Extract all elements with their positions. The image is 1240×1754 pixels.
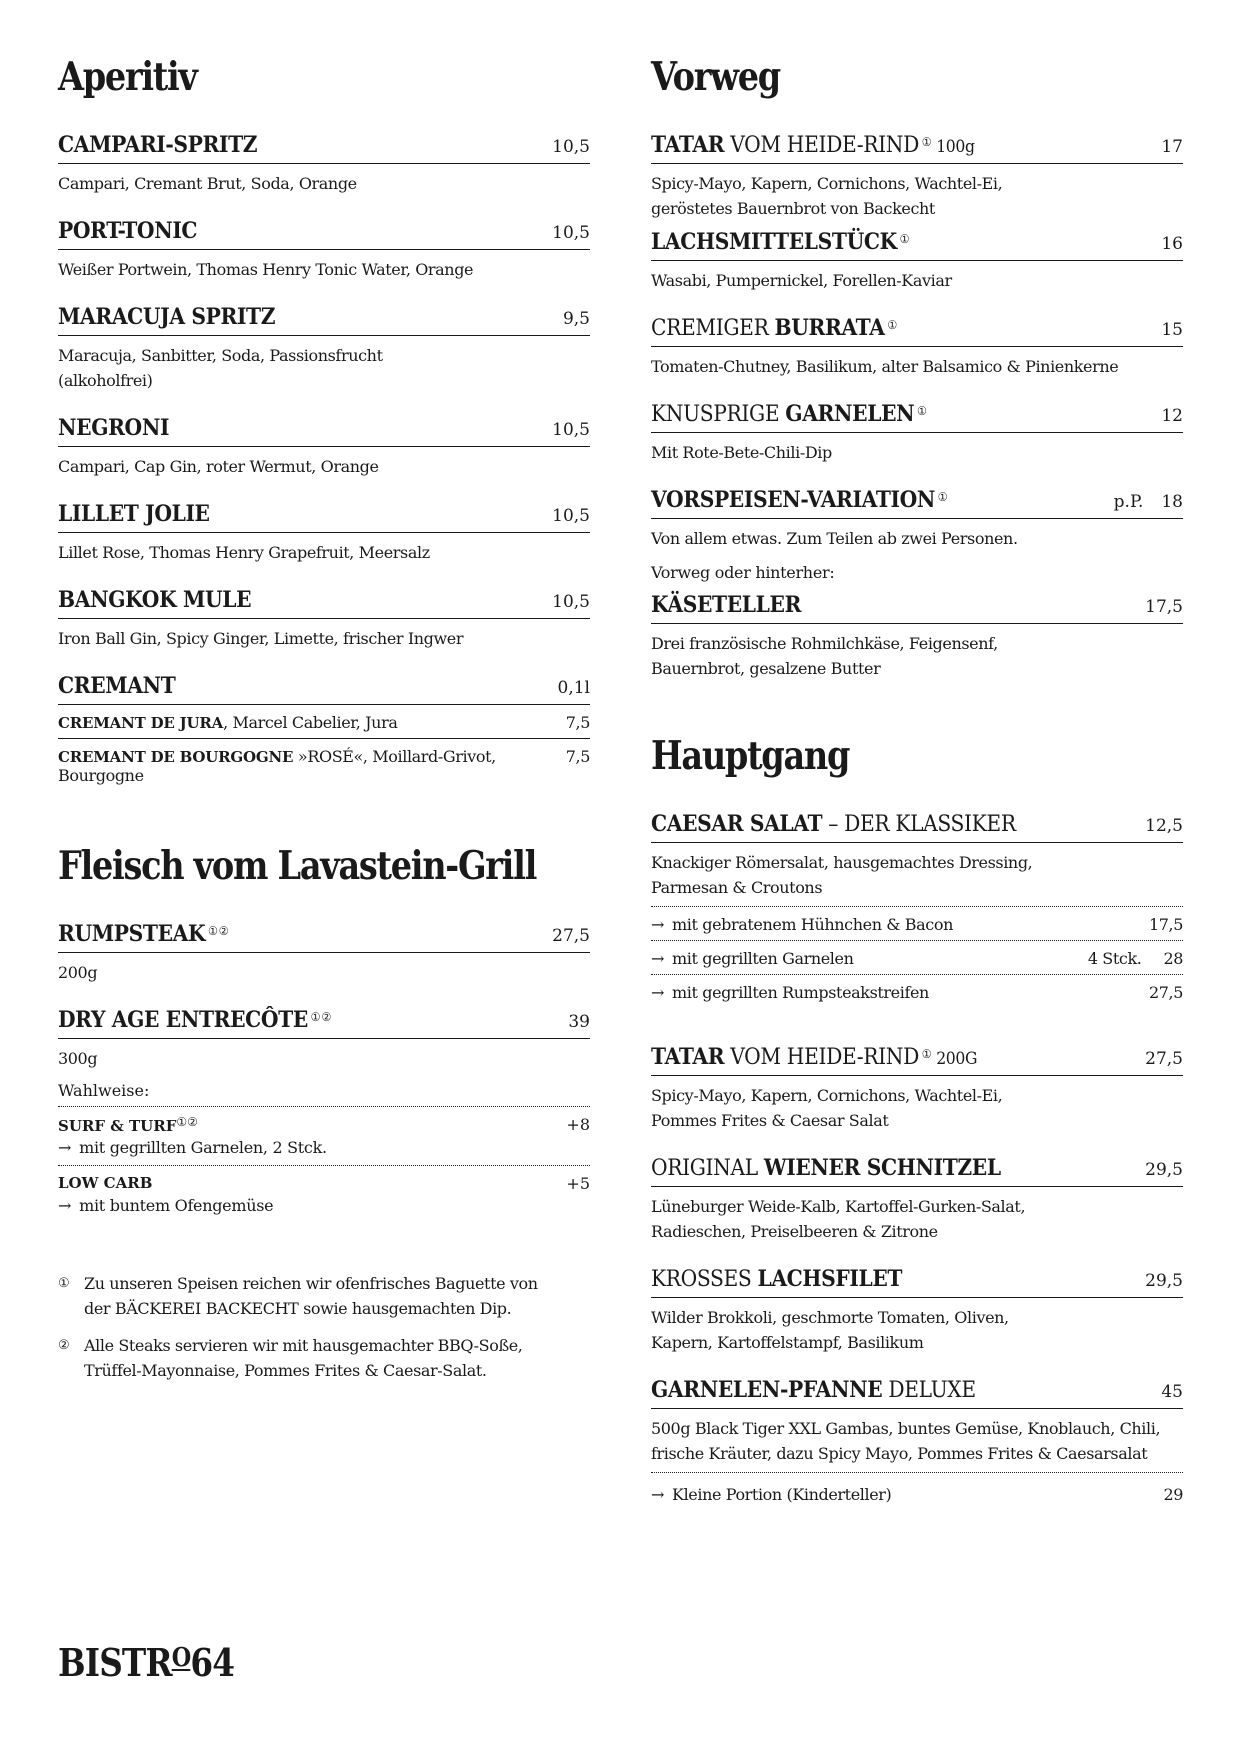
arrow-right-icon: →	[651, 949, 665, 968]
item-name: PORT-TONIC	[58, 218, 198, 244]
item-description: Lillet Rose, Thomas Henry Grapefruit, Meersalz	[58, 543, 430, 562]
item-description: 500g Black Tiger XXL Gambas, buntes Gemüse, Knoblauch, Chili, frische Kräuter, dazu Spicy Mayo, Pommes Frites & Caesarsalat	[651, 1419, 1161, 1463]
arrow-right-icon: →	[651, 1485, 665, 1504]
menu-item: KROSSES LACHSFILET 29,5 Wilder Brokkoli, geschmorte Tomaten, Oliven, Kapern, Kartoffelstampf, Basilikum	[651, 1266, 1183, 1355]
footnotes	[58, 1271, 590, 1383]
menu-item: LACHSMITTELSTÜCK ① 16 Wasabi, Pumpernickel, Forellen-Kaviar	[651, 229, 1183, 293]
per-person-label: p.P.	[1113, 492, 1144, 512]
footnote: ② Alle Steaks servieren wir mit hausgemachter BBQ-Soße, Trüffel-Mayonnaise, Pommes Frites & Caesar-Salat.	[58, 1336, 523, 1380]
menu-item: TATAR VOM HEIDE-RIND ① 200G 27,5 Spicy-Mayo, Kapern, Cornichons, Wachtel-Ei, Pommes Frites & Caesar Salat	[651, 1044, 1183, 1133]
menu-item: CREMIGER BURRATA ① 15 Tomaten-Chutney, Basilikum, alter Balsamico & Pinienkerne	[651, 315, 1183, 379]
menu-item	[58, 587, 590, 651]
item-name: MARACUJA SPRITZ	[58, 304, 276, 330]
choice-label: Wahlweise:	[58, 1081, 590, 1107]
item-description: Spicy-Mayo, Kapern, Cornichons, Wachtel-Ei, geröstetes Bauernbrot von Backecht	[651, 174, 1003, 218]
arrow-right-icon: →	[58, 1138, 72, 1157]
menu-item: GARNELEN-PFANNE DELUXE 45 500g Black Tiger XXL Gambas, buntes Gemüse, Knoblauch, Chili, frische Kräuter, dazu Spicy Mayo, Pommes Frites & Caesarsalat → Kleine Portion (Kinderteller) 29	[651, 1377, 1183, 1510]
section-title-grill: Fleisch vom Lavastein-Grill	[58, 843, 537, 889]
menu-item: KÄSETELLER 17,5 Drei französische Rohmilchkäse, Feigensenf, Bauernbrot, gesalzene Butter	[651, 592, 1183, 681]
arrow-right-icon: →	[58, 1196, 72, 1215]
kids-portion: → Kleine Portion (Kinderteller) 29	[651, 1472, 1183, 1510]
item-price: 27,5	[1145, 1049, 1183, 1069]
item-name: DRY AGE ENTRECÔTE	[58, 1007, 308, 1033]
item-price: 10,5	[552, 223, 590, 243]
item-name: CREMANT	[58, 673, 176, 699]
item-price: 27,5	[552, 926, 590, 946]
item-price: 10,5	[552, 506, 590, 526]
footnote-marks: ①②	[310, 1010, 333, 1024]
extra-option: → mit gebratenem Hühnchen & Bacon 17,5	[651, 906, 1183, 940]
item-description: Mit Rote-Bete-Chili-Dip	[651, 443, 832, 462]
menu-item	[58, 304, 590, 393]
section-title-hauptgang: Hauptgang	[651, 733, 850, 779]
section-title-vorweg: Vorweg	[651, 54, 780, 100]
item-price: 16	[1161, 234, 1183, 254]
item-description: Tomaten-Chutney, Basilikum, alter Balsamico & Pinienkerne	[651, 357, 1119, 376]
menu-item	[58, 501, 590, 565]
item-description: 200g	[58, 963, 98, 982]
menu-item: TATAR VOM HEIDE-RIND ① 100g 17 Spicy-Mayo, Kapern, Cornichons, Wachtel-Ei, geröstetes Bauernbrot von Backecht	[651, 132, 1183, 221]
item-name: RUMPSTEAK	[58, 921, 206, 947]
item-description: Knackiger Römersalat, hausgemachtes Dressing, Parmesan & Croutons	[651, 853, 1033, 897]
item-price: 9,5	[562, 309, 590, 329]
arrow-right-icon: →	[651, 983, 665, 1002]
item-price: 18	[1161, 492, 1183, 512]
item-price: 12,5	[1145, 816, 1183, 836]
left-column	[58, 52, 590, 1395]
menu-item: KNUSPRIGE GARNELEN ① 12 Mit Rote-Bete-Chili-Dip	[651, 401, 1183, 465]
item-description: Campari, Cap Gin, roter Wermut, Orange	[58, 457, 379, 476]
item-description: Maracuja, Sanbitter, Soda, Passionsfrucht (alkoholfrei)	[58, 346, 383, 390]
menu-item	[58, 132, 590, 196]
item-description: Lüneburger Weide-Kalb, Kartoffel-Gurken-Salat, Radieschen, Preiselbeeren & Zitrone	[651, 1197, 1026, 1241]
item-price: 39	[568, 1012, 590, 1032]
item-description: Weißer Portwein, Thomas Henry Tonic Water, Orange	[58, 260, 474, 279]
cremant-row: CREMANT DE JURA, Marcel Cabelier, Jura 7,5	[58, 705, 590, 739]
footnote: ① Zu unseren Speisen reichen wir ofenfrisches Baguette von der BÄCKEREI BACKECHT sowie hausgemachten Dip.	[58, 1274, 538, 1318]
item-price: 29,5	[1145, 1160, 1183, 1180]
menu-item: VORSPEISEN-VARIATION ① p.P. 18 Von allem etwas. Zum Teilen ab zwei Personen.	[651, 487, 1183, 551]
note-intro: Vorweg oder hinterher:	[651, 563, 835, 582]
item-price: 10,5	[552, 137, 590, 157]
extra-option: → mit gegrillten Rumpsteakstreifen 27,5	[651, 974, 1183, 1008]
extra-option: → mit gegrillten Garnelen 4 Stck. 28	[651, 940, 1183, 974]
arrow-right-icon: →	[651, 915, 665, 934]
item-name: NEGRONI	[58, 415, 170, 441]
menu-item	[58, 218, 590, 282]
item-price: 45	[1161, 1382, 1183, 1402]
bistro-logo: $BISTR^O64$	[58, 1640, 235, 1685]
item-description: Spicy-Mayo, Kapern, Cornichons, Wachtel-Ei, Pommes Frites & Caesar Salat	[651, 1086, 1003, 1130]
item-price: 12	[1161, 406, 1183, 426]
item-description: Campari, Cremant Brut, Soda, Orange	[58, 174, 357, 193]
item-price: 10,5	[552, 420, 590, 440]
item-price: 17	[1161, 137, 1183, 157]
item-description: Iron Ball Gin, Spicy Ginger, Limette, frischer Ingwer	[58, 629, 464, 648]
item-price: 10,5	[552, 592, 590, 612]
item-price: 17,5	[1145, 597, 1183, 617]
menu-item	[58, 921, 590, 985]
item-name: LILLET JOLIE	[58, 501, 210, 527]
item-volume: 0,1l	[557, 678, 590, 698]
menu-item	[58, 415, 590, 479]
item-description: Drei französische Rohmilchkäse, Feigensenf, Bauernbrot, gesalzene Butter	[651, 634, 998, 678]
cremant-row: CREMANT DE BOURGOGNE »ROSÉ«, Moillard-Grivot, Bourgogne 7,5	[58, 747, 590, 785]
menu-item	[58, 1007, 590, 1071]
grill-option: SURF & TURF①② +8 → mit gegrillten Garnelen, 2 Stck.	[58, 1107, 590, 1166]
item-description: Von allem etwas. Zum Teilen ab zwei Personen.	[651, 529, 1018, 548]
item-name: CAMPARI-SPRITZ	[58, 132, 258, 158]
item-description: Wilder Brokkoli, geschmorte Tomaten, Oliven, Kapern, Kartoffelstampf, Basilikum	[651, 1308, 1009, 1352]
footnote-marks: ①②	[207, 924, 230, 938]
item-description: 300g	[58, 1049, 98, 1068]
item-price: 15	[1161, 320, 1183, 340]
menu-item: ORIGINAL WIENER SCHNITZEL 29,5 Lüneburger Weide-Kalb, Kartoffel-Gurken-Salat, Radieschen, Preiselbeeren & Zitrone	[651, 1155, 1183, 1244]
menu-item-cremant	[58, 673, 590, 791]
item-price: 29,5	[1145, 1271, 1183, 1291]
item-description: Wasabi, Pumpernickel, Forellen-Kaviar	[651, 271, 952, 290]
grill-option: LOW CARB +5 → mit buntem Ofengemüse	[58, 1174, 590, 1215]
item-name: BANGKOK MULE	[58, 587, 252, 613]
right-column	[651, 52, 1183, 1510]
menu-item-caesar: CAESAR SALAT – DER KLASSIKER 12,5 Knackiger Römersalat, hausgemachtes Dressing, Parmesan & Croutons → mit gebratenem Hühnchen & Bacon 17,5 → mit gegrillten Garnelen 4 Stck. 28 → mit gegrillten Rumpsteakstreifen 27,5	[651, 811, 1183, 1008]
section-title-aperitiv: Aperitiv	[58, 54, 197, 100]
